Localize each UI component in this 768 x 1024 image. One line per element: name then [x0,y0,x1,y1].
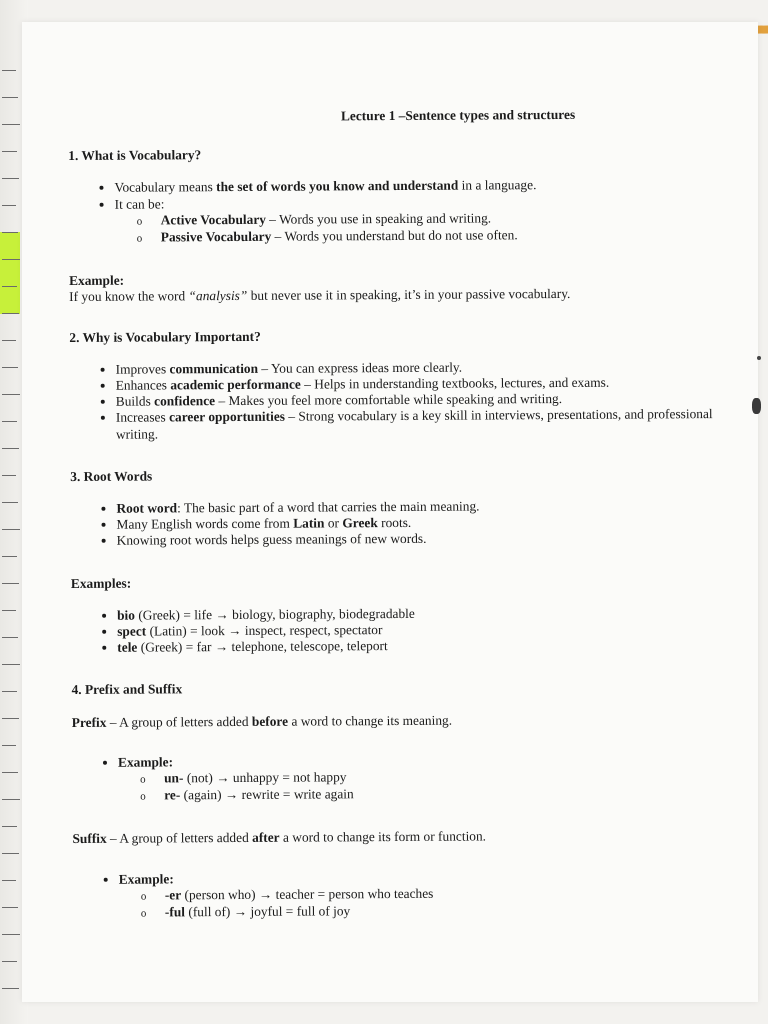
ring-mark [2,205,16,206]
bullet-list [72,751,752,806]
ring-mark [2,610,16,611]
page-mark-blot [752,398,761,414]
sub-list-item: o Active Vocabulary – Words you use in speaking and writing. [137,209,749,230]
ring-mark [2,475,16,476]
list-item: • spect (Latin) = look → inspect, respect, spectator [117,620,751,640]
ring-mark [2,745,16,746]
list-item: • bio (Greek) = life → biology, biography, biodegradable [117,604,751,624]
ring-mark [2,151,17,152]
ring-mark [2,97,18,98]
list-item: • Root word: The basic part of a word that carries the main meaning. [116,497,750,517]
list-item: • Vocabulary means the set of words you know and understand in a language. [114,176,748,196]
example-text: If you know the word “analysis” but never use it in speaking, it’s in your passive vocabulary. [69,286,571,305]
section-heading: 2. Why is Vocabulary Important? [69,328,261,345]
examples-heading: Examples: [70,575,132,591]
ring-mark [2,286,17,287]
ring-mark [2,853,19,854]
list-item: • Many English words come from Latin or Greek roots. [116,513,750,533]
page-title: Lecture 1 –Sentence types and structures [340,106,576,124]
ring-mark [2,259,20,260]
ring-mark [2,664,20,665]
list-item: • Builds confidence – Makes you feel more comfortable while speaking and writing. [116,390,750,410]
prefix-definition: Prefix – A group of letters added before a word to change its meaning. [71,712,453,730]
ring-mark [2,988,19,989]
ring-mark [2,529,20,530]
ring-mark [2,367,18,368]
ring-mark [2,826,17,827]
bullet-list [73,868,753,923]
ring-mark [2,934,20,935]
bullet-list [71,604,751,657]
bullet-list [70,497,750,550]
ring-mark [2,340,16,341]
sub-list [118,767,752,805]
green-sticky-tab [0,232,20,314]
suffix-definition: Suffix – A group of letters added after a word to change its form or function. [72,828,487,847]
ring-mark [2,799,20,800]
ring-mark [2,178,19,179]
bullet-list [70,358,750,443]
sub-list-item: o -ful (full of) → joyful = full of joy [141,901,753,922]
ring-mark [2,124,20,125]
bullet-list [68,176,748,247]
list-item: • Enhances academic performance – Helps in understanding textbooks, lectures, and exams. [116,374,750,394]
section-heading: 3. Root Words [70,468,153,484]
list-item: • Example: o -er (person who) → teacher = person who teaches o -ful (full of) → joyful = full of joy [119,868,753,922]
list-item: • It can be: o Active Vocabulary – Words you use in speaking and writing. o Passive Vocabulary – Words you understand but do not use often. [115,192,749,246]
ring-mark [2,880,16,881]
sub-list [115,209,749,247]
sub-list-item: o un- (not) → unhappy = not happy [140,767,752,788]
list-item: • Example: o un- (not) → unhappy = not happy o re- (again) → rewrite = write again [118,751,752,805]
ring-mark [2,718,19,719]
ring-mark [2,691,17,692]
sub-list-item: o re- (again) → rewrite = write again [140,784,752,805]
ring-mark [2,583,19,584]
section-heading: 1. What is Vocabulary? [68,147,202,164]
ring-mark [2,448,19,449]
sub-list [119,884,753,922]
sub-list-item: o Passive Vocabulary – Words you understand but do not use often. [137,226,749,247]
ring-mark [2,961,17,962]
example-label: Example: [68,272,125,289]
sub-list-item: o -er (person who) → teacher = person who teaches [141,884,753,905]
ring-mark [2,556,17,557]
list-item: • Improves communication – You can express ideas more clearly. [116,358,750,378]
ring-mark [2,637,18,638]
ring-mark [2,502,18,503]
list-item: • Knowing root words helps guess meanings of new words. [117,529,751,549]
list-item: • tele (Greek) = far → telephone, telescope, teleport [117,636,751,656]
section-heading: 4. Prefix and Suffix [71,681,183,698]
ring-mark [2,421,17,422]
list-item: • Increases career opportunities – Strong vocabulary is a key skill in interviews, presentations, and professional writing. [116,406,750,442]
ring-mark [2,70,16,71]
ring-mark [2,772,18,773]
ring-mark [2,907,18,908]
page-mark-dot [757,356,761,360]
ring-mark [2,232,18,233]
ring-mark [2,313,19,314]
ring-mark [2,394,20,395]
lecture-document [68,106,753,938]
